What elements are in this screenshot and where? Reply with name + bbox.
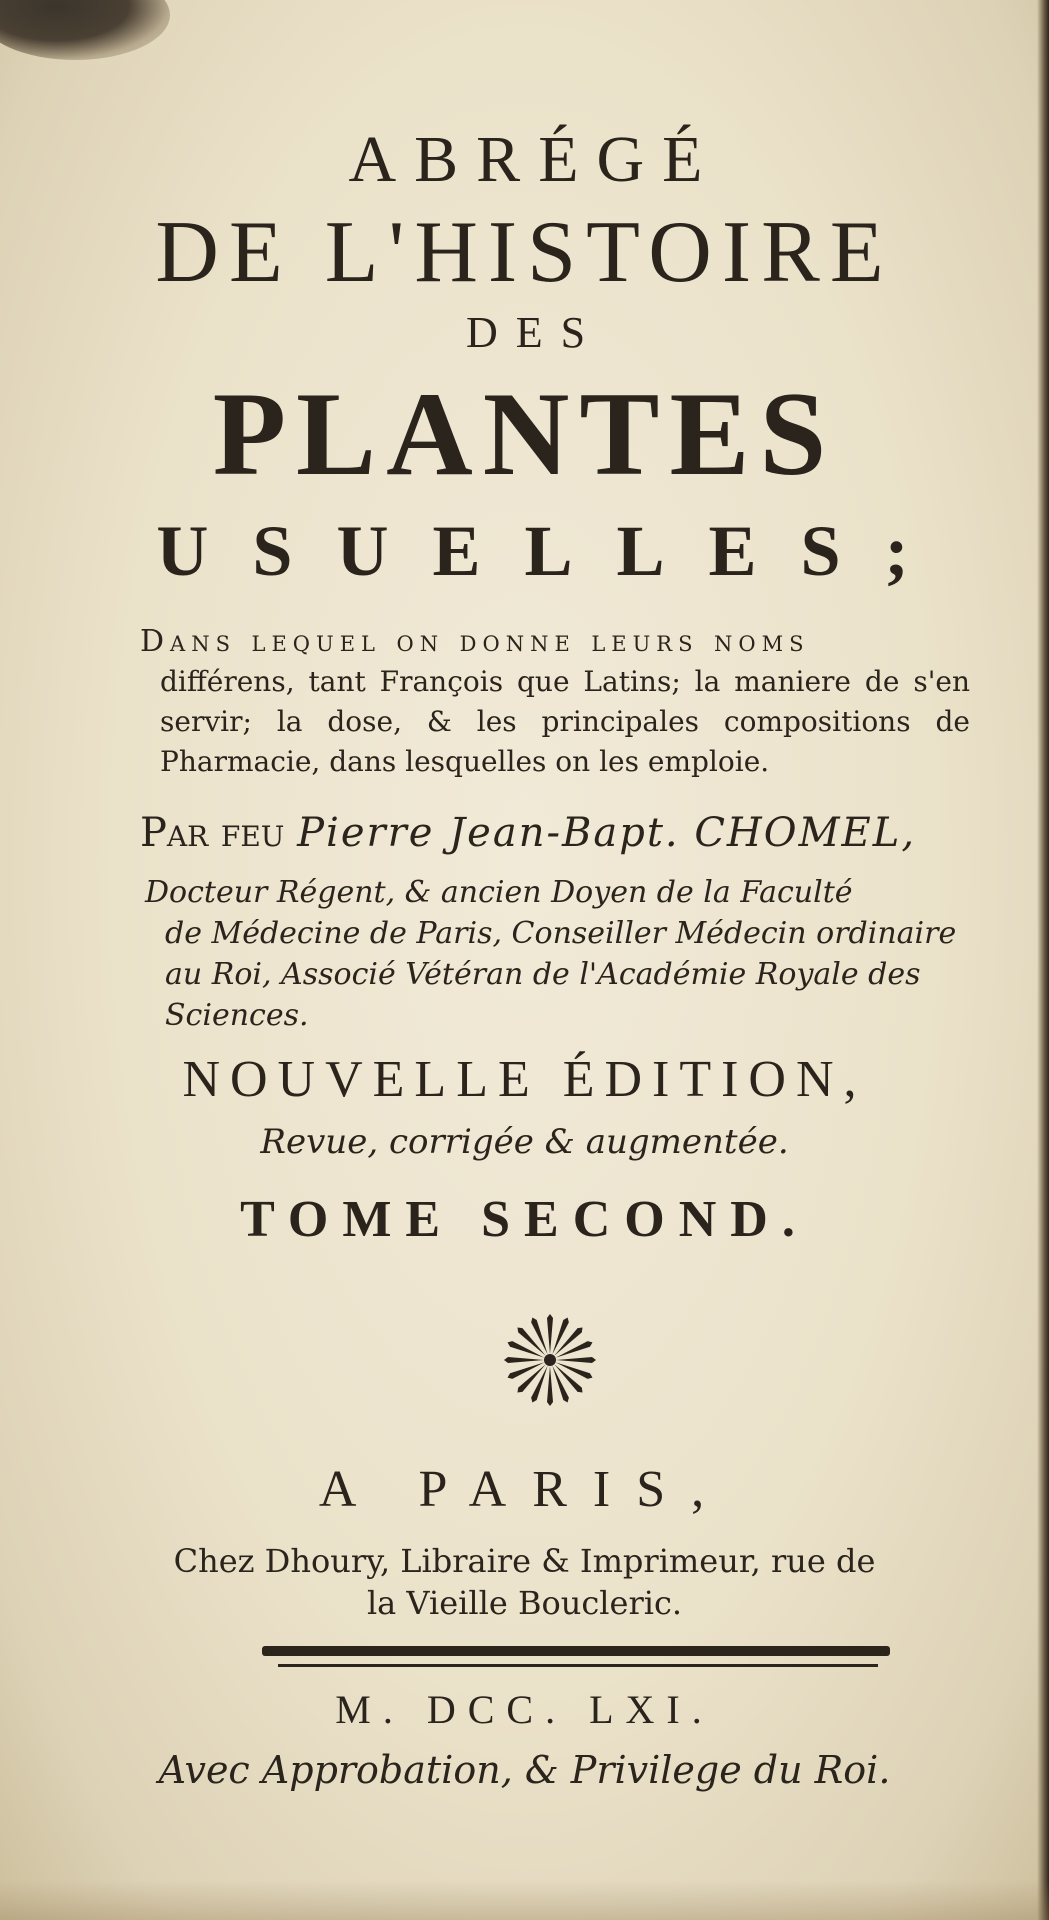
author-prefix: Par feu	[140, 810, 285, 856]
title-line-abrege: ABRÉGÉ	[348, 123, 721, 196]
author-qualifications	[145, 872, 975, 1036]
privilege-line: Avec Approbation, & Privilege du Roi.	[158, 1748, 891, 1792]
fleuron-ornament-icon	[500, 1310, 600, 1410]
page-edge-bottom	[0, 1880, 1049, 1920]
imprint-publisher-line1: Chez Dhoury, Libraire & Imprimeur, rue de	[173, 1542, 876, 1580]
imprint-city: A PARIS,	[318, 1461, 731, 1518]
title-line-histoire: DE L'HISTOIRE	[155, 204, 894, 301]
thick-rule	[262, 1646, 890, 1656]
thin-rule	[278, 1664, 878, 1667]
page-stain	[0, 0, 170, 60]
author-byline	[140, 810, 916, 856]
author-name: Pierre Jean-Bapt. CHOMEL,	[297, 810, 917, 856]
author-qualifications-rest: de Médecine de Paris, Conseiller Médecin ordinaire au Roi, Associé Vétéran de l'Académie Royale des Sciences.	[165, 916, 957, 1033]
description-paragraph	[140, 622, 970, 782]
publication-date: M. DCC. LXI.	[335, 1687, 714, 1732]
author-qualifications-first: Docteur Régent, & ancien Doyen de la Faculté	[145, 875, 853, 910]
description-first-line: Dans lequel on donne leurs noms	[140, 624, 810, 659]
title-line-plantes: PLANTES	[212, 367, 837, 500]
edition-label: NOUVELLE ÉDITION,	[182, 1051, 867, 1108]
edition-note: Revue, corrigée & augmentée.	[260, 1122, 789, 1162]
volume-label: TOME SECOND.	[240, 1191, 809, 1248]
description-text: différens, tant François que Latins; la maniere de s'en servir; la dose, & les principales compositions de Pharmacie, dans lesquelles on les emploie.	[160, 665, 970, 778]
title-line-usuelles: USUELLES;	[156, 511, 953, 591]
title-line-des: DES	[465, 308, 604, 357]
imprint-publisher-line2: la Vieille Boucleric.	[366, 1584, 683, 1622]
